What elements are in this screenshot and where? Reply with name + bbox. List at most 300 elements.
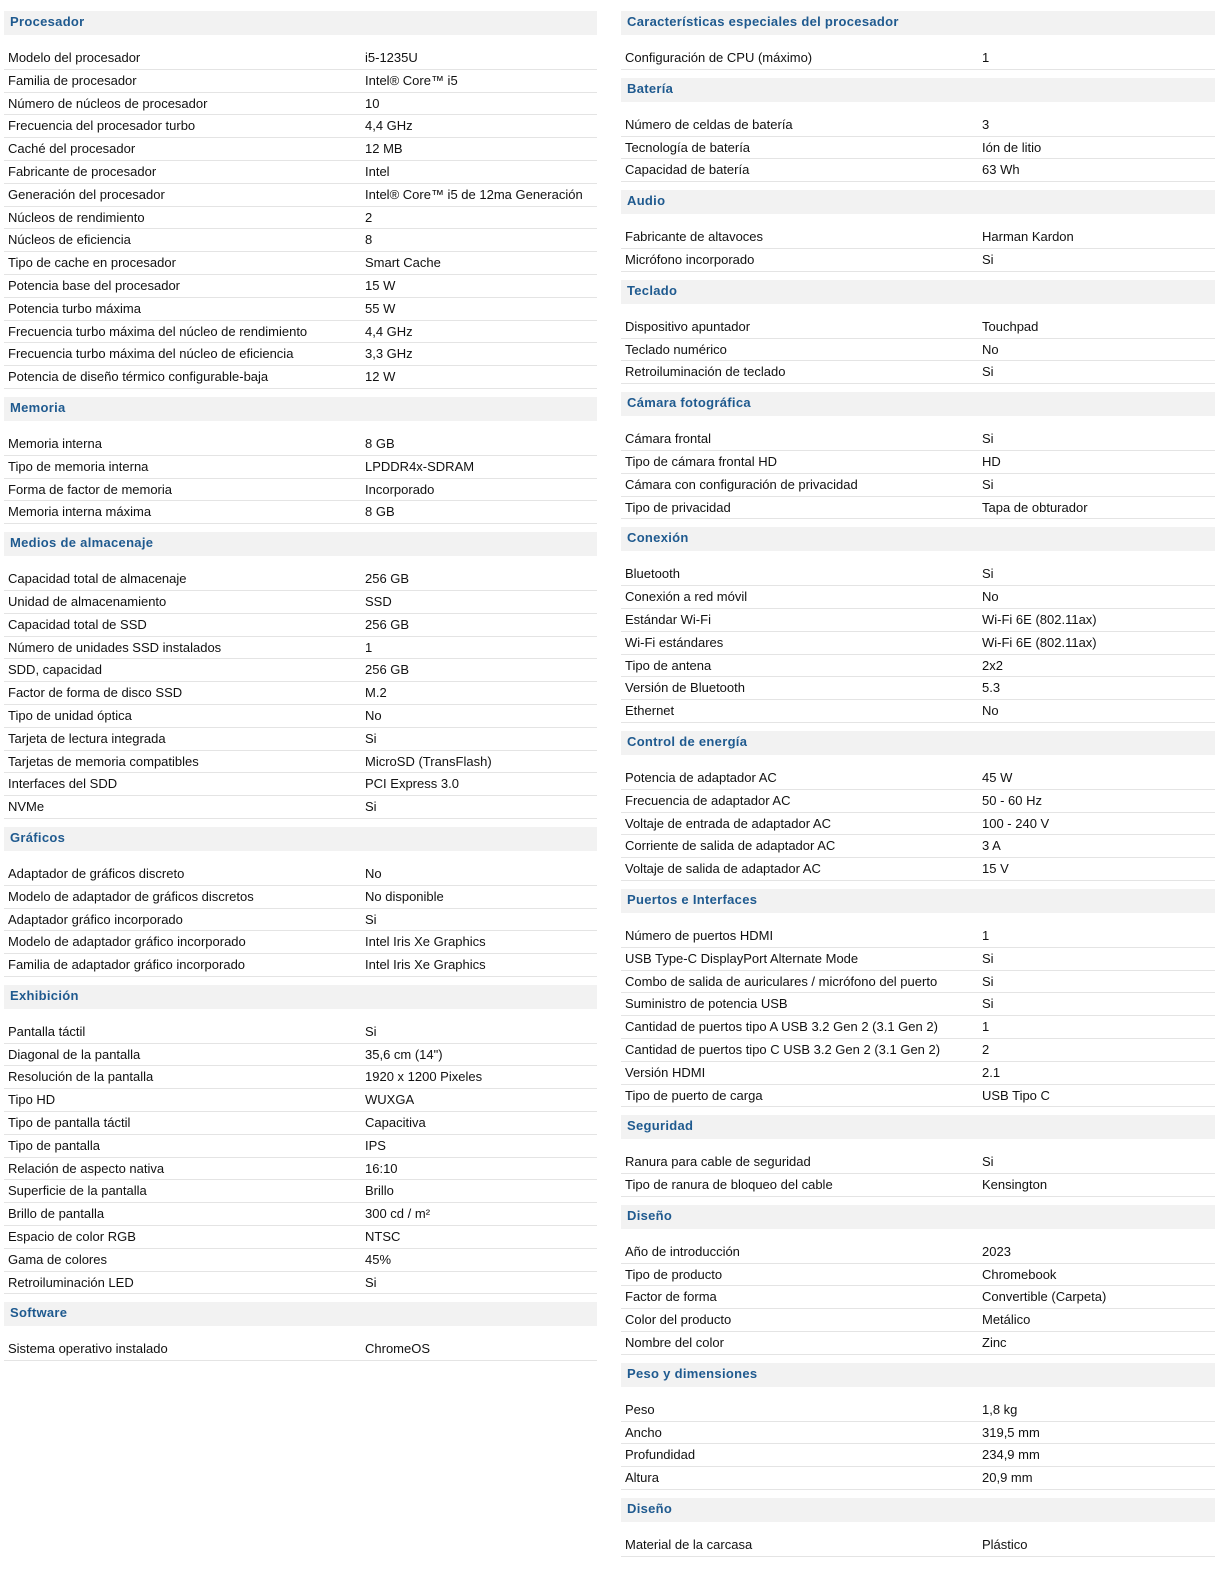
spec-label: Color del producto bbox=[625, 1312, 732, 1328]
spec-value: 5.3 bbox=[982, 680, 1001, 696]
spec-value: 2.1 bbox=[982, 1064, 1001, 1080]
section-title: Cámara fotográfica bbox=[621, 392, 1215, 416]
spec-value: 45 W bbox=[982, 769, 1013, 785]
spec-label: Número de celdas de batería bbox=[625, 116, 793, 132]
spec-label: Generación del procesador bbox=[8, 186, 165, 202]
spec-row bbox=[4, 1066, 597, 1089]
spec-row bbox=[621, 137, 1215, 160]
spec-table bbox=[621, 551, 1215, 731]
spec-row bbox=[621, 1241, 1215, 1264]
spec-value: 256 GB bbox=[365, 571, 410, 587]
spec-label: Capacidad total de almacenaje bbox=[8, 571, 187, 587]
spec-label: Tipo de ranura de bloqueo del cable bbox=[625, 1177, 833, 1193]
spec-label: Teclado numérico bbox=[625, 341, 727, 357]
spec-row bbox=[621, 1444, 1215, 1467]
spec-label: Configuración de CPU (máximo) bbox=[625, 50, 813, 65]
spec-table bbox=[621, 416, 1215, 527]
spec-value: 3 bbox=[982, 116, 990, 132]
spec-row bbox=[621, 339, 1215, 362]
spec-value: Wi-Fi 6E (802.11ax) bbox=[982, 634, 1097, 650]
spec-value: Si bbox=[365, 1274, 377, 1290]
spec-value: 8 GB bbox=[365, 435, 395, 451]
spec-row bbox=[621, 586, 1215, 609]
spec-label: Espacio de color RGB bbox=[8, 1229, 136, 1245]
spec-label: Tipo de cache en procesador bbox=[8, 255, 176, 271]
spec-label: Unidad de almacenamiento bbox=[8, 593, 167, 609]
spec-row bbox=[4, 298, 597, 321]
spec-table bbox=[621, 1387, 1215, 1498]
spec-row bbox=[621, 474, 1215, 497]
spec-label: Tipo de cámara frontal HD bbox=[625, 453, 777, 469]
spec-value: 45% bbox=[365, 1251, 392, 1267]
spec-row bbox=[4, 1021, 597, 1044]
spec-section-exhibicion bbox=[4, 985, 597, 1303]
spec-value: Ión de litio bbox=[982, 139, 1042, 155]
spec-section-memoria bbox=[4, 397, 597, 532]
spec-row bbox=[621, 948, 1215, 971]
spec-section-seguridad bbox=[621, 1115, 1215, 1205]
spec-row bbox=[621, 159, 1215, 182]
spec-row bbox=[621, 655, 1215, 678]
spec-label: Forma de factor de memoria bbox=[8, 481, 173, 497]
spec-value: 16:10 bbox=[365, 1160, 398, 1176]
spec-row bbox=[4, 591, 597, 614]
spec-value: Touchpad bbox=[982, 318, 1039, 334]
spec-value: 15 V bbox=[982, 861, 1009, 877]
spec-table bbox=[621, 35, 1215, 78]
spec-row bbox=[4, 1249, 597, 1272]
spec-label: Suministro de potencia USB bbox=[625, 996, 788, 1012]
spec-label: Versión de Bluetooth bbox=[625, 680, 745, 696]
spec-row bbox=[621, 971, 1215, 994]
section-title: Batería bbox=[621, 78, 1215, 102]
spec-value: 256 GB bbox=[365, 662, 410, 678]
spec-label: Pantalla táctil bbox=[8, 1023, 86, 1039]
spec-label: Tipo de puerto de carga bbox=[625, 1087, 763, 1103]
spec-row bbox=[621, 1264, 1215, 1287]
spec-value: HD bbox=[982, 453, 1001, 469]
spec-value: 50 - 60 Hz bbox=[982, 792, 1042, 808]
spec-row bbox=[4, 886, 597, 909]
spec-row bbox=[621, 1467, 1215, 1490]
spec-label: Diagonal de la pantalla bbox=[8, 1046, 141, 1062]
spec-value: 4,4 GHz bbox=[365, 323, 413, 339]
spec-label: Potencia de adaptador AC bbox=[625, 769, 777, 785]
spec-value: 1 bbox=[982, 927, 990, 943]
spec-row bbox=[4, 1135, 597, 1158]
spec-value: 1 bbox=[982, 1019, 990, 1035]
section-title: Audio bbox=[621, 190, 1215, 214]
spec-value: 8 bbox=[365, 232, 373, 248]
spec-row bbox=[4, 1203, 597, 1226]
spec-row bbox=[621, 1151, 1215, 1174]
spec-row bbox=[4, 229, 597, 252]
spec-value: Si bbox=[982, 973, 994, 989]
spec-row bbox=[621, 813, 1215, 836]
spec-value: MicroSD (TransFlash) bbox=[365, 753, 492, 769]
spec-label: Tipo de pantalla táctil bbox=[8, 1115, 131, 1131]
spec-value: Incorporado bbox=[365, 481, 435, 497]
spec-value: 3 A bbox=[982, 838, 1001, 854]
spec-section-conexion bbox=[621, 527, 1215, 731]
spec-label: Nombre del color bbox=[625, 1335, 724, 1351]
spec-label: Núcleos de eficiencia bbox=[8, 232, 131, 248]
spec-value: SSD bbox=[365, 593, 392, 609]
spec-table bbox=[621, 1139, 1215, 1205]
spec-label: Altura bbox=[625, 1470, 659, 1486]
spec-value: 63 Wh bbox=[982, 162, 1020, 178]
spec-row bbox=[4, 501, 597, 524]
spec-value: 2 bbox=[365, 209, 373, 225]
spec-label: Material de la carcasa bbox=[625, 1537, 753, 1553]
spec-value: 3,3 GHz bbox=[365, 346, 413, 362]
spec-value: Zinc bbox=[982, 1335, 1007, 1351]
spec-value: Smart Cache bbox=[365, 255, 441, 271]
spec-section-graficos bbox=[4, 827, 597, 985]
spec-label: Caché del procesador bbox=[8, 141, 136, 157]
spec-value: Wi-Fi 6E (802.11ax) bbox=[982, 611, 1097, 627]
spec-value: Tapa de obturador bbox=[982, 499, 1088, 515]
spec-value: 319,5 mm bbox=[982, 1424, 1040, 1440]
spec-row bbox=[4, 433, 597, 456]
spec-section-diseno bbox=[621, 1498, 1215, 1565]
spec-value: NTSC bbox=[365, 1229, 401, 1245]
spec-table bbox=[4, 1326, 597, 1369]
spec-row bbox=[621, 1332, 1215, 1355]
spec-section-medios-de-almacenaje bbox=[4, 532, 597, 827]
spec-section-audio bbox=[621, 190, 1215, 280]
spec-row bbox=[4, 93, 597, 116]
spec-value: 1,8 kg bbox=[982, 1401, 1018, 1417]
spec-table bbox=[621, 1229, 1215, 1363]
spec-value: Metálico bbox=[982, 1312, 1031, 1328]
spec-row bbox=[4, 931, 597, 954]
spec-label: Tipo HD bbox=[8, 1092, 56, 1108]
section-title: Seguridad bbox=[621, 1115, 1215, 1139]
spec-value: Si bbox=[982, 431, 994, 447]
spec-value: Si bbox=[982, 364, 994, 380]
section-title: Control de energía bbox=[621, 731, 1215, 755]
spec-value: Si bbox=[982, 476, 994, 492]
spec-label: Tipo de unidad óptica bbox=[8, 707, 132, 723]
spec-value: No bbox=[365, 865, 382, 881]
spec-row bbox=[4, 252, 597, 275]
spec-row bbox=[621, 249, 1215, 272]
spec-label: Fabricante de altavoces bbox=[625, 229, 764, 245]
spec-row bbox=[4, 751, 597, 774]
section-title: Peso y dimensiones bbox=[621, 1363, 1215, 1387]
spec-row bbox=[621, 767, 1215, 790]
spec-value: 4,4 GHz bbox=[365, 118, 413, 134]
spec-value: Si bbox=[365, 911, 377, 927]
spec-label: Tarjetas de memoria compatibles bbox=[8, 753, 199, 769]
spec-section-peso-y-dimensiones bbox=[621, 1363, 1215, 1498]
spec-value: 2x2 bbox=[982, 657, 1003, 673]
spec-label: Combo de salida de auriculares / micrófono del puerto bbox=[625, 973, 938, 989]
section-title: Exhibición bbox=[4, 985, 597, 1009]
spec-label: Retroiluminación de teclado bbox=[625, 364, 786, 380]
spec-label: NVMe bbox=[8, 799, 45, 815]
section-title: Puertos e Interfaces bbox=[621, 889, 1215, 913]
spec-row bbox=[4, 275, 597, 298]
spec-row bbox=[621, 700, 1215, 723]
spec-value: 2023 bbox=[982, 1243, 1011, 1259]
spec-row bbox=[4, 1044, 597, 1067]
spec-label: Tipo de producto bbox=[625, 1266, 723, 1282]
spec-label: Cantidad de puertos tipo A USB 3.2 Gen 2 (3.1 Gen 2) bbox=[625, 1019, 938, 1035]
spec-value: 20,9 mm bbox=[982, 1470, 1033, 1486]
spec-label: Modelo del procesador bbox=[8, 50, 141, 65]
spec-table bbox=[4, 421, 597, 532]
spec-table bbox=[621, 304, 1215, 392]
section-title: Teclado bbox=[621, 280, 1215, 304]
spec-value: Si bbox=[982, 996, 994, 1012]
spec-row bbox=[621, 609, 1215, 632]
spec-label: Interfaces del SDD bbox=[8, 776, 118, 792]
spec-label: Conexión a red móvil bbox=[625, 589, 748, 605]
spec-value: 234,9 mm bbox=[982, 1447, 1040, 1463]
spec-label: Modelo de adaptador de gráficos discretos bbox=[8, 888, 254, 904]
spec-row bbox=[621, 563, 1215, 586]
spec-row bbox=[621, 1534, 1215, 1557]
spec-value: Si bbox=[365, 799, 377, 815]
spec-row bbox=[4, 366, 597, 389]
spec-label: Cámara con configuración de privacidad bbox=[625, 476, 858, 492]
spec-table bbox=[621, 755, 1215, 889]
spec-row bbox=[621, 993, 1215, 1016]
spec-table bbox=[621, 102, 1215, 190]
spec-label: Sistema operativo instalado bbox=[8, 1341, 168, 1357]
section-title: Conexión bbox=[621, 527, 1215, 551]
spec-label: Fabricante de procesador bbox=[8, 163, 157, 179]
spec-row bbox=[4, 705, 597, 728]
spec-label: Factor de forma bbox=[625, 1289, 717, 1305]
spec-value: PCI Express 3.0 bbox=[365, 776, 459, 792]
spec-value: Chromebook bbox=[982, 1266, 1057, 1282]
spec-label: Tecnología de batería bbox=[625, 139, 751, 155]
spec-section-bateria bbox=[621, 78, 1215, 190]
spec-table bbox=[621, 1522, 1215, 1565]
spec-label: Frecuencia de adaptador AC bbox=[625, 792, 791, 808]
spec-value: ChromeOS bbox=[365, 1341, 431, 1357]
spec-row bbox=[4, 1089, 597, 1112]
spec-label: Ethernet bbox=[625, 703, 675, 719]
spec-row bbox=[621, 1309, 1215, 1332]
spec-row bbox=[621, 1039, 1215, 1062]
spec-value: Intel Iris Xe Graphics bbox=[365, 957, 486, 973]
spec-value: M.2 bbox=[365, 685, 387, 701]
section-title: Diseño bbox=[621, 1498, 1215, 1522]
spec-label: Wi-Fi estándares bbox=[625, 634, 724, 650]
spec-value: 15 W bbox=[365, 277, 396, 293]
spec-value: No disponible bbox=[365, 888, 444, 904]
spec-value: No bbox=[982, 341, 999, 357]
spec-row bbox=[621, 677, 1215, 700]
spec-row bbox=[4, 1272, 597, 1295]
spec-label: Familia de procesador bbox=[8, 72, 137, 88]
spec-value: Brillo bbox=[365, 1183, 394, 1199]
spec-value: Si bbox=[982, 251, 994, 267]
spec-value: Si bbox=[982, 950, 994, 966]
spec-label: Cantidad de puertos tipo C USB 3.2 Gen 2 (3.1 Gen 2) bbox=[625, 1041, 941, 1057]
spec-row bbox=[4, 682, 597, 705]
spec-label: Tipo de privacidad bbox=[625, 499, 731, 515]
spec-row bbox=[621, 925, 1215, 948]
spec-row bbox=[4, 773, 597, 796]
spec-row bbox=[4, 863, 597, 886]
spec-label: Tipo de memoria interna bbox=[8, 458, 149, 474]
spec-table bbox=[4, 35, 597, 397]
spec-label: Gama de colores bbox=[8, 1251, 107, 1267]
section-title: Gráficos bbox=[4, 827, 597, 851]
spec-table bbox=[621, 913, 1215, 1115]
spec-value: Kensington bbox=[982, 1177, 1048, 1193]
spec-label: Memoria interna bbox=[8, 435, 102, 451]
spec-value: 100 - 240 V bbox=[982, 815, 1050, 831]
spec-value: No bbox=[982, 703, 999, 719]
spec-value: Intel bbox=[365, 163, 390, 179]
spec-value: Si bbox=[982, 566, 994, 582]
spec-table bbox=[4, 1009, 597, 1303]
spec-value: Intel® Core™ i5 de 12ma Generación bbox=[365, 186, 583, 202]
spec-row bbox=[4, 47, 597, 70]
spec-row bbox=[621, 1286, 1215, 1309]
spec-label: Frecuencia turbo máxima del núcleo de eficiencia bbox=[8, 346, 294, 362]
spec-label: SDD, capacidad bbox=[8, 662, 102, 678]
spec-value: Si bbox=[365, 1023, 377, 1039]
spec-value: 8 GB bbox=[365, 504, 395, 520]
spec-section-teclado bbox=[621, 280, 1215, 392]
section-title: Procesador bbox=[4, 11, 597, 35]
spec-label: Potencia base del procesador bbox=[8, 277, 181, 293]
spec-label: Número de puertos HDMI bbox=[625, 927, 774, 943]
spec-label: Peso bbox=[625, 1401, 655, 1417]
spec-row bbox=[4, 1180, 597, 1203]
spec-row bbox=[621, 497, 1215, 520]
spec-row bbox=[4, 479, 597, 502]
spec-value: 1920 x 1200 Pixeles bbox=[365, 1069, 483, 1085]
section-title: Memoria bbox=[4, 397, 597, 421]
spec-label: Corriente de salida de adaptador AC bbox=[625, 838, 836, 854]
spec-row bbox=[621, 790, 1215, 813]
spec-label: Brillo de pantalla bbox=[8, 1206, 105, 1222]
spec-label: Memoria interna máxima bbox=[8, 504, 152, 520]
spec-label: Micrófono incorporado bbox=[625, 251, 755, 267]
spec-row bbox=[4, 456, 597, 479]
spec-row bbox=[621, 1085, 1215, 1108]
spec-label: Núcleos de rendimiento bbox=[8, 209, 145, 225]
spec-value: 256 GB bbox=[365, 616, 410, 632]
spec-row bbox=[4, 614, 597, 637]
spec-row bbox=[621, 1062, 1215, 1085]
spec-row bbox=[4, 909, 597, 932]
spec-label: Potencia de diseño térmico configurable-baja bbox=[8, 369, 269, 385]
spec-row bbox=[4, 343, 597, 366]
spec-value: i5-1235U bbox=[365, 50, 418, 65]
spec-value: USB Tipo C bbox=[982, 1087, 1050, 1103]
spec-row bbox=[4, 138, 597, 161]
spec-table bbox=[621, 214, 1215, 280]
section-title: Medios de almacenaje bbox=[4, 532, 597, 556]
spec-value: Si bbox=[365, 730, 377, 746]
spec-column-left bbox=[4, 11, 597, 1369]
spec-value: IPS bbox=[365, 1137, 386, 1153]
spec-value: Intel® Core™ i5 bbox=[365, 72, 458, 88]
spec-value: 12 MB bbox=[365, 141, 403, 157]
spec-label: Modelo de adaptador gráfico incorporado bbox=[8, 934, 246, 950]
spec-row bbox=[621, 632, 1215, 655]
spec-label: Familia de adaptador gráfico incorporado bbox=[8, 957, 246, 973]
spec-row bbox=[4, 70, 597, 93]
spec-label: Relación de aspecto nativa bbox=[8, 1160, 165, 1176]
spec-value: Convertible (Carpeta) bbox=[982, 1289, 1107, 1305]
spec-value: 12 W bbox=[365, 369, 396, 385]
spec-label: Cámara frontal bbox=[625, 431, 711, 447]
spec-row bbox=[4, 1158, 597, 1181]
spec-row bbox=[4, 659, 597, 682]
spec-value: No bbox=[365, 707, 382, 723]
spec-label: Bluetooth bbox=[625, 566, 680, 582]
spec-label: Potencia turbo máxima bbox=[8, 300, 141, 316]
spec-label: Profundidad bbox=[625, 1447, 696, 1463]
spec-row bbox=[4, 321, 597, 344]
spec-label: Superficie de la pantalla bbox=[8, 1183, 147, 1199]
spec-column-right bbox=[621, 11, 1215, 1565]
spec-row bbox=[4, 1338, 597, 1361]
spec-label: Capacidad de batería bbox=[625, 162, 750, 178]
spec-row bbox=[621, 316, 1215, 339]
spec-value: 1 bbox=[982, 50, 990, 65]
spec-value: LPDDR4x-SDRAM bbox=[365, 458, 475, 474]
spec-row bbox=[4, 1112, 597, 1135]
spec-label: Retroiluminación LED bbox=[8, 1274, 134, 1290]
spec-label: Tarjeta de lectura integrada bbox=[8, 730, 166, 746]
section-title: Diseño bbox=[621, 1205, 1215, 1229]
spec-label: Número de núcleos de procesador bbox=[8, 95, 208, 111]
spec-row bbox=[621, 361, 1215, 384]
spec-label: Número de unidades SSD instalados bbox=[8, 639, 222, 655]
spec-label: Estándar Wi-Fi bbox=[625, 611, 711, 627]
spec-row bbox=[4, 161, 597, 184]
spec-row bbox=[621, 1422, 1215, 1445]
spec-value: 1 bbox=[365, 639, 373, 655]
spec-section-puertos-e-interfaces bbox=[621, 889, 1215, 1115]
spec-section-caracteristicas-especiales-del-procesador bbox=[621, 11, 1215, 78]
spec-row bbox=[4, 796, 597, 819]
spec-label: Ranura para cable de seguridad bbox=[625, 1154, 811, 1170]
spec-row bbox=[621, 428, 1215, 451]
spec-label: Frecuencia del procesador turbo bbox=[8, 118, 196, 134]
spec-value: 10 bbox=[365, 95, 380, 111]
section-title: Software bbox=[4, 1302, 597, 1326]
spec-row bbox=[621, 858, 1215, 881]
spec-section-control-de-energia bbox=[621, 731, 1215, 889]
spec-row bbox=[621, 835, 1215, 858]
spec-label: Dispositivo apuntador bbox=[625, 318, 751, 334]
spec-section-procesador bbox=[4, 11, 597, 397]
spec-section-software bbox=[4, 1302, 597, 1369]
spec-label: Tipo de antena bbox=[625, 657, 712, 673]
spec-label: USB Type-C DisplayPort Alternate Mode bbox=[625, 950, 859, 966]
spec-label: Voltaje de salida de adaptador AC bbox=[625, 861, 821, 877]
spec-label: Adaptador de gráficos discreto bbox=[8, 865, 185, 881]
spec-value: Harman Kardon bbox=[982, 229, 1074, 245]
spec-row bbox=[621, 1016, 1215, 1039]
spec-label: Ancho bbox=[625, 1424, 662, 1440]
spec-row bbox=[4, 115, 597, 138]
section-title: Características especiales del procesador bbox=[621, 11, 1215, 35]
spec-label: Capacidad total de SSD bbox=[8, 616, 147, 632]
